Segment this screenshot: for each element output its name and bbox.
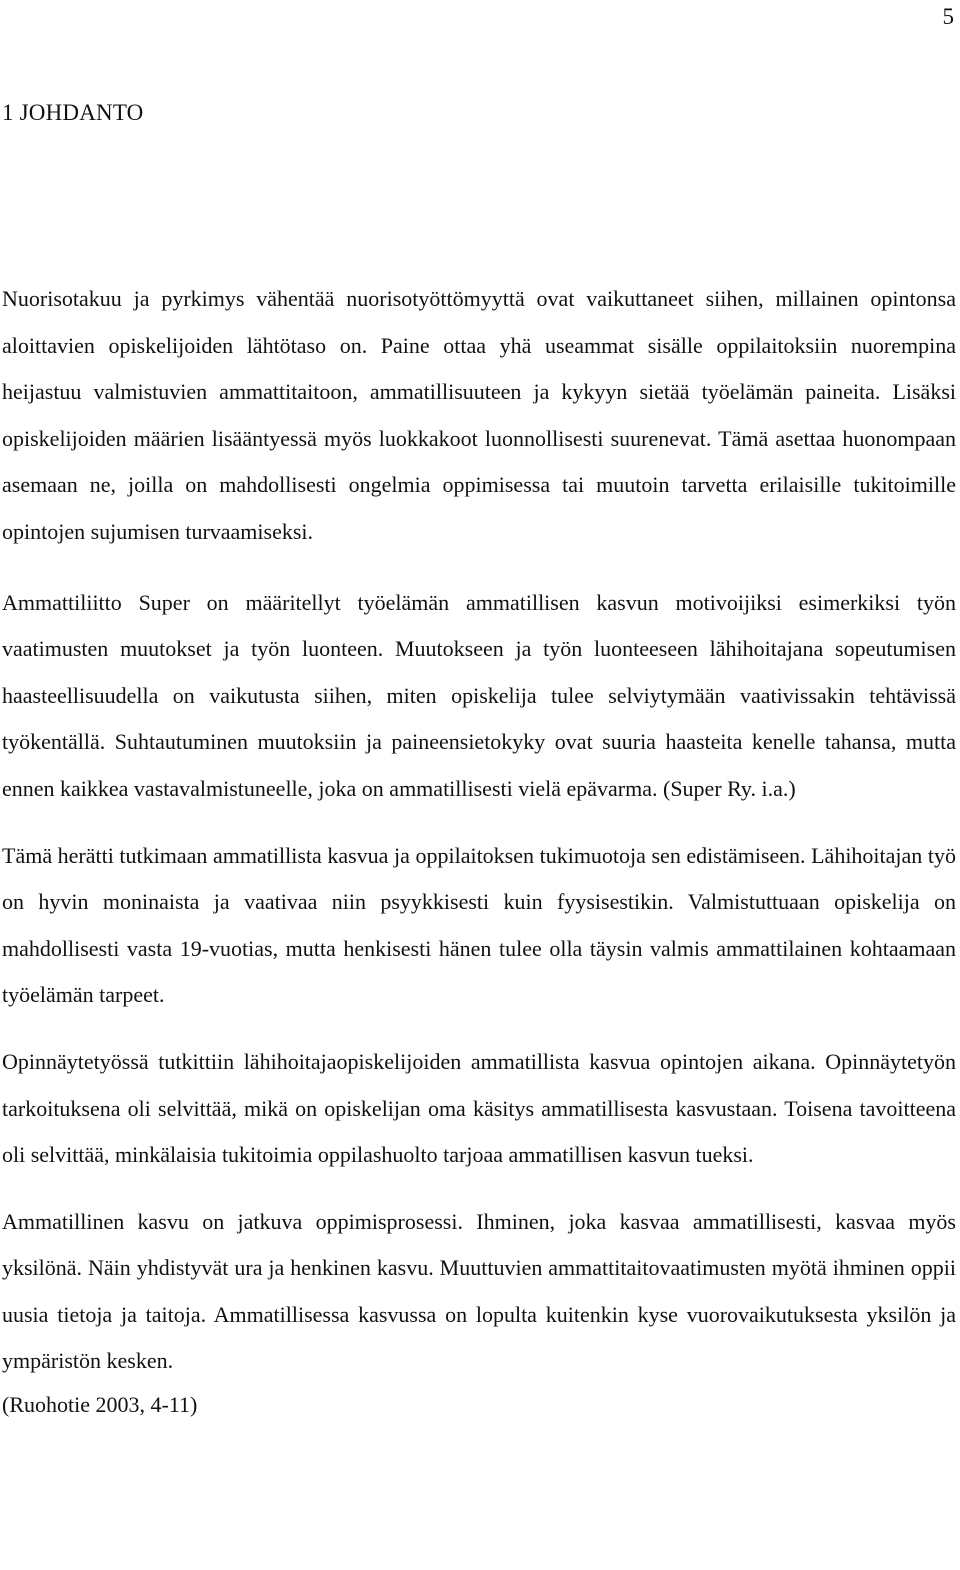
paragraph-growth: Ammatillinen kasvu on jatkuva oppimisprosessi. Ihminen, joka kasvaa ammatillisesti, kasvaa myös yksilönä. Näin yhdistyvät ura ja henkinen kasvu. Muuttuvien ammattitaitovaatimusten myötä ihminen oppii uusia tietoja ja taitoja. Ammatillisessa kasvussa on lopulta kuitenkin kyse vuorovaikutuksesta yksilön ja ympäristön kesken.: [2, 1208, 956, 1374]
paragraph-motivation: Tämä herätti tutkimaan ammatillista kasvua ja oppilaitoksen tukimuotoja sen edistämiseen. Lähihoitajan työ on hyvin moninaista ja vaativaa niin psyykkisesti kuin fyysisestikin. Valmistuttuaan opiskelija on mahdollisesti vasta 19-vuotias, mutta henkisesti hänen tulee olla täysin valmis ammattilainen kohtaamaan työelämän tarpeet.: [2, 842, 956, 1008]
citation: (Ruohotie 2003, 4-11): [2, 1392, 198, 1418]
paragraph-super: Ammattiliitto Super on määritellyt työelämän ammatillisen kasvun motivoijiksi esimerkiksi työn vaatimusten muutokset ja työn luonteen. Muutokseen ja työn luonteeseen lähihoitajana sopeutumisen haasteellisuudella on vaikutusta siihen, miten opiskelija tulee selviytymään vaativissakin tehtävissä työkentällä. Suhtautuminen muutoksiin ja paineensietokyky ovat suuria haasteita kenelle tahansa, mutta ennen kaikkea vastavalmistuneelle, joka on ammatillisesti vielä epävarma. (Super Ry. i.a.): [2, 589, 956, 801]
chapter-heading: 1 JOHDANTO: [2, 100, 144, 125]
body-text: [2, 276, 956, 1425]
paragraph-purpose: Opinnäytetyössä tutkittiin lähihoitajaopiskelijoiden ammatillista kasvua opintojen aikana. Opinnäytetyön tarkoituksena oli selvittää, mikä on opiskelijan oma käsitys ammatillisesta kasvustaan. Toisena tavoitteena oli selvittää, minkälaisia tukitoimia oppilashuolto tarjoaa ammatillisen kasvun tueksi.: [2, 1048, 956, 1168]
page-number: 5: [942, 4, 954, 29]
paragraph-intro: Nuorisotakuu ja pyrkimys vähentää nuorisotyöttömyyttä ovat vaikuttaneet siihen, millainen opintonsa aloittavien opiskelijoiden lähtötaso on. Paine ottaa yhä useammat sisälle oppilaitoksiin nuorempina heijastuu valmistuvien ammattitaitoon, ammatillisuuteen ja kykyyn sietää työelämän paineita. Lisäksi opiskelijoiden määrien lisääntyessä myös luokkakoot luonnollisesti suurenevat. Tämä asettaa huonompaan asemaan ne, joilla on mahdollisesti ongelmia oppimisessa tai muutoin tarvetta erilaisille tukitoimille opintojen sujumisen turvaamiseksi.: [2, 286, 956, 544]
